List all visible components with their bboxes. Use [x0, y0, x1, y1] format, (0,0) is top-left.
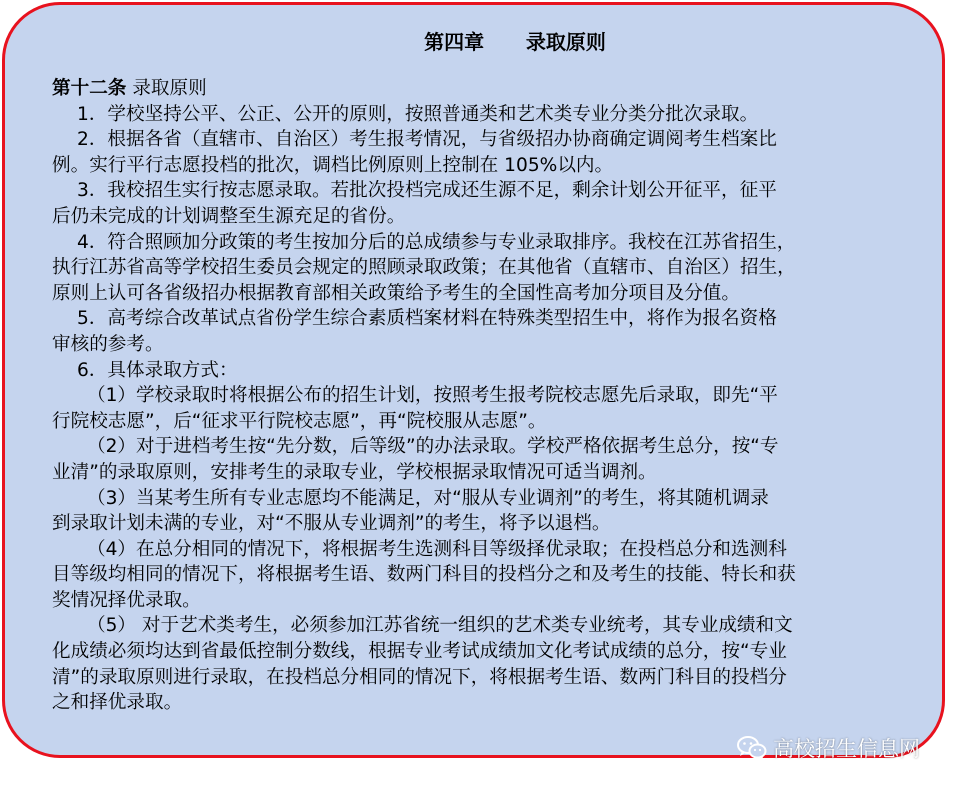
- chapter-title: 录取原则: [525, 30, 606, 54]
- wechat-icon: [737, 735, 767, 761]
- text-line: 清”的录取原则进行录取，在投档总分相同的情况下，将根据考生语、数两门科目的投档分: [52, 666, 787, 688]
- article-label: 第十二条: [52, 78, 127, 99]
- text-line: （1）学校录取时将根据公布的招生计划，按照考生报考院校志愿先后录取，即先“平: [87, 385, 778, 407]
- text-line: 执行江苏省高等学校招生委员会规定的照顾录取政策；在其他省（直辖市、自治区）招生，: [52, 257, 796, 279]
- text-line: （5） 对于艺术类考生，必须参加江苏省统一组织的艺术类专业统考，其专业成绩和文: [87, 615, 793, 637]
- article-heading: [52, 76, 937, 102]
- text-line: 6．具体录取方式：: [77, 359, 238, 381]
- text-line: 审核的参考。: [52, 333, 164, 355]
- text-line: 奖情况择优录取。: [52, 589, 201, 611]
- text-line: 3．我校招生实行按志愿录取。若批次投档完成还生源不足，剩余计划公开征平，征平: [77, 180, 777, 202]
- text-line: 业清”的录取原则，安排考生的录取专业，学校根据录取情况可适当调剂。: [52, 461, 657, 483]
- chapter-heading: [0, 26, 965, 55]
- text-line: 2．根据各省（直辖市、自治区）考生报考情况，与省级招办协商确定调阅考生档案比: [77, 129, 777, 151]
- article-title: 录取原则: [132, 78, 207, 99]
- text-line: 到录取计划未满的专业，对“不服从专业调剂”的考生，将予以退档。: [52, 513, 611, 535]
- text-line: 后仍未完成的计划调整至生源充足的省份。: [52, 205, 406, 227]
- text-line: 1．学校坚持公平、公正、公开的原则，按照普通类和艺术类专业分类分批次录取。: [77, 103, 759, 125]
- text-line: （3）当某考生所有专业志愿均不能满足，对“服从专业调剂”的考生，将其随机调录: [87, 487, 769, 509]
- text-line: 化成绩必须均达到省最低控制分数线，根据专业考试成绩加文化考试成绩的总分，按“专业: [52, 641, 787, 663]
- text-line: 5．高考综合改革试点省份学生综合素质档案材料在特殊类型招生中，将作为报名资格: [77, 308, 777, 330]
- text-line: 4．符合照顾加分政策的考生按加分后的总成绩参与专业录取排序。我校在江苏省招生，: [77, 231, 796, 253]
- text-line: 之和择优录取。: [52, 692, 183, 714]
- text-line: 例。实行平行志愿投档的批次，调档比例原则上控制在 105%以内。: [52, 154, 614, 176]
- text-line: （2）对于进档考生按“先分数，后等级”的办法录取。学校严格依据考生总分，按“专: [87, 436, 779, 458]
- watermark-text: 高校招生信息网: [773, 737, 920, 761]
- text-line: （4）在总分相同的情况下，将根据考生选测科目等级择优录取；在投档总分和选测科: [87, 538, 787, 560]
- chapter-number: 第四章: [424, 30, 485, 54]
- watermark: [737, 733, 920, 763]
- text-line: 目等级均相同的情况下，将根据考生语、数两门科目的投档分之和及考生的技能、特长和获: [52, 564, 796, 586]
- document-body: [52, 76, 937, 716]
- text-line: 原则上认可各省级招办根据教育部相关政策给予考生的全国性高考加分项目及分值。: [52, 282, 740, 304]
- text-line: 行院校志愿”，后“征求平行院校志愿”，再“院校服从志愿”。: [52, 410, 547, 432]
